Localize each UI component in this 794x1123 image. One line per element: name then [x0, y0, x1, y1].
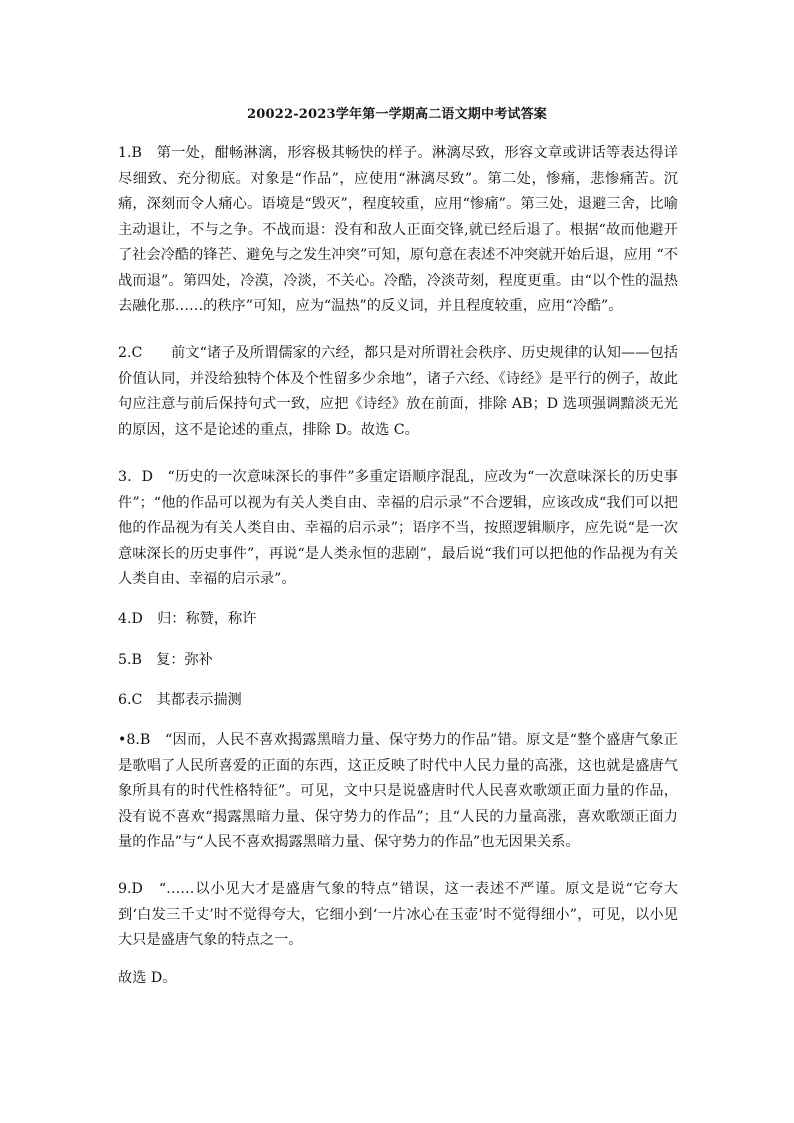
- answer-6: 6.C 其都表示揣测: [118, 692, 242, 708]
- final-conclusion: 故选 D。: [118, 970, 177, 986]
- answer-8: •8.B “因而，人民不喜欢揭露黑暗力量、保守势力的作品”错。原文是“整个盛唐气象正是歌唱了人民所喜爱的正面的东西，这正反映了时代中人民力量的高涨，这也就是盛唐气象所具有的时代性格特征”。可见，文中只是说盛唐时代人民喜欢歌颂正面力量的作品，没有说不喜欢“揭露黑暗力量、保守势力的作品”；且“人民的力量高涨，喜欢歌颂正面力量的作品”与“人民不喜欢揭露黑暗力量、保守势力的作品”也无因果关系。: [118, 732, 678, 850]
- document-title: 20022-2023学年第一学期高二语文期中考试答案: [246, 107, 547, 122]
- answer-3: 3．D “历史的一次意味深长的事件”多重定语顺序混乱，应改为“一次意味深长的历史事件”；“他的作品可以视为有关人类自由、幸福的启示录”不合逻辑，应该改成“我们可以把他的作品视为有关人类自由、幸福的启示录”；语序不当，按照逻辑顺序，应先说“是一次意味深长的历史事件”，再说“是人类永恒的悲剧”，最后说“我们可以把他的作品视为有关人类自由、幸福的启示录”。: [118, 469, 678, 587]
- answer-4: 4.D 归：称赞，称许: [118, 611, 257, 627]
- answer-2: 2.C 前文“诸子及所谓儒家的六经，都只是对所谓社会秩序、历史规律的认知——包括价值认同，并没给独特个体及个性留多少余地”，诸子六经、《诗经》是平行的例子，故此句应注意与前后保持句式一致，应把《诗经》放在前面，排除 AB；D 选项强调黯淡无光的原因，这不是论述的重点，排除 D。故选 C。: [118, 345, 678, 438]
- answer-1: 1.B 第一处，酣畅淋漓，形容极其畅快的样子。淋漓尽致，形容文章或讲话等表达得详尽细致、充分彻底。对象是“作品”，应使用“淋漓尽致”。第二处，惨痛，悲惨痛苦。沉痛，深刻而令人痛心。语境是“毁灭”，程度较重，应用“惨痛”。第三处，退避三舍，比喻主动退让，不与之争。不战而退：没有和敌人正面交锋,就已经后退了。根据“故而他避开了社会冷酷的锋芒、避免与之发生冲突”可知，原句意在表述不冲突就开始后退，应用 “不战而退”。第四处，冷漠，冷淡，不关心。冷酷，冷淡苛刻，程度更重。由“以个性的温热去融化那……的秩序”可知，应为“温热”的反义词，并且程度较重，应用“冷酷”。: [118, 145, 678, 314]
- answer-5: 5.B 复：弥补: [118, 652, 213, 668]
- answer-9: 9.D “……以小见大才是盛唐气象的特点”错误，这一表述不严谨。原文是说“它夸大到‘白发三千丈’时不觉得夸大，它细小到‘一片冰心在玉壶’时不觉得细小”，可见，以小见大只是盛唐气象的特点之一。: [118, 881, 678, 948]
